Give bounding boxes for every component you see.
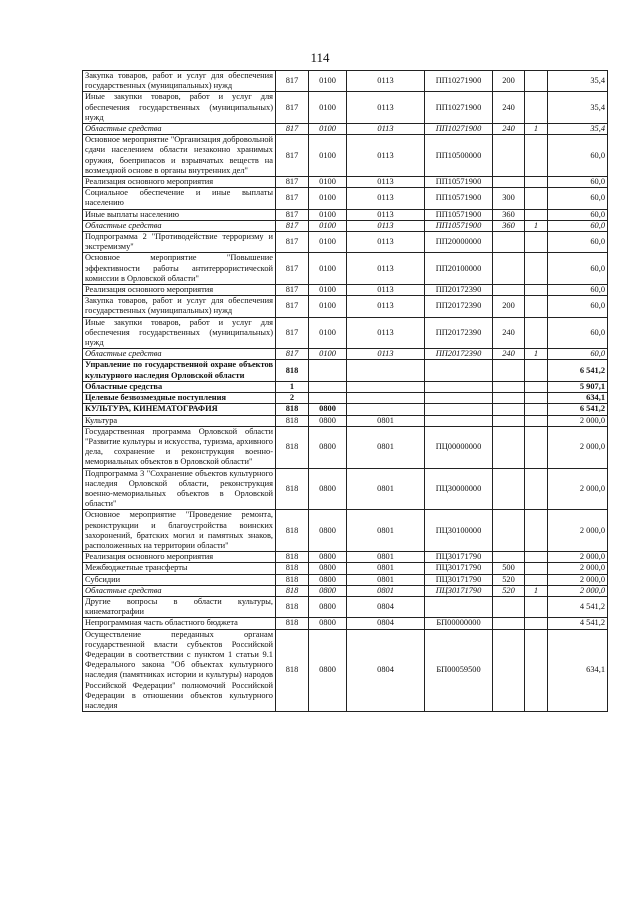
table-row <box>83 209 608 220</box>
cell-name: Социальное обеспечение и иные выплаты населению <box>83 188 276 209</box>
cell-cs: ПЦ30171790 <box>425 552 493 563</box>
cell-rz <box>309 360 347 381</box>
cell-gr: 818 <box>276 563 309 574</box>
cell-cs: ПЦ30171790 <box>425 574 493 585</box>
cell-pr: 0113 <box>347 135 425 177</box>
cell-vr: 360 <box>493 209 525 220</box>
cell-pr: 0804 <box>347 618 425 629</box>
cell-cs: ПП20172390 <box>425 349 493 360</box>
cell-pr: 0801 <box>347 510 425 552</box>
cell-pr: 0801 <box>347 585 425 596</box>
cell-gr: 818 <box>276 574 309 585</box>
cell-rz: 0800 <box>309 468 347 510</box>
cell-vr <box>493 393 525 404</box>
cell-sum: 60,0 <box>548 349 608 360</box>
table-row <box>83 220 608 231</box>
cell-name: Реализация основного мероприятия <box>83 177 276 188</box>
cell-name: Основное мероприятие "Повышение эффективности работы антитеррористической комиссии в Орловской области" <box>83 253 276 285</box>
cell-sum: 4 541,2 <box>548 596 608 617</box>
cell-gr: 818 <box>276 510 309 552</box>
page-number: 114 <box>310 50 330 65</box>
cell-name: Основное мероприятие "Организация добровольной сдачи населением области незаконно хранимых оружия, боеприпасов и взрывчатых веществ на возмездной основе в органы внутренних дел" <box>83 135 276 177</box>
cell-cs: ПП20172390 <box>425 317 493 349</box>
cell-src <box>525 596 548 617</box>
cell-cs <box>425 596 493 617</box>
cell-pr: 0801 <box>347 574 425 585</box>
cell-gr: 818 <box>276 585 309 596</box>
table-row <box>83 296 608 317</box>
cell-cs <box>425 393 493 404</box>
cell-sum: 60,0 <box>548 188 608 209</box>
cell-sum: 60,0 <box>548 285 608 296</box>
cell-pr: 0113 <box>347 188 425 209</box>
cell-src <box>525 285 548 296</box>
cell-vr <box>493 232 525 253</box>
cell-rz: 0800 <box>309 415 347 426</box>
cell-pr: 0113 <box>347 349 425 360</box>
cell-sum: 2 000,0 <box>548 426 608 468</box>
cell-gr: 817 <box>276 317 309 349</box>
cell-src: 1 <box>525 349 548 360</box>
cell-cs: ПЦ30171790 <box>425 585 493 596</box>
cell-gr: 817 <box>276 135 309 177</box>
cell-cs: ПП10571900 <box>425 177 493 188</box>
cell-name: Реализация основного мероприятия <box>83 285 276 296</box>
cell-gr: 818 <box>276 468 309 510</box>
cell-pr <box>347 393 425 404</box>
cell-gr: 817 <box>276 71 309 92</box>
cell-src <box>525 404 548 415</box>
cell-pr: 0113 <box>347 296 425 317</box>
cell-gr: 818 <box>276 629 309 712</box>
cell-name: Целевые безвозмездные поступления <box>83 393 276 404</box>
cell-pr: 0801 <box>347 552 425 563</box>
cell-src <box>525 415 548 426</box>
cell-pr: 0113 <box>347 317 425 349</box>
cell-vr: 300 <box>493 188 525 209</box>
table-row <box>83 360 608 381</box>
cell-gr: 2 <box>276 393 309 404</box>
cell-sum: 60,0 <box>548 209 608 220</box>
cell-cs: ПЦ30000000 <box>425 468 493 510</box>
cell-pr: 0113 <box>347 220 425 231</box>
cell-gr: 817 <box>276 92 309 124</box>
table-row <box>83 552 608 563</box>
cell-vr <box>493 468 525 510</box>
cell-cs: ПП20172390 <box>425 285 493 296</box>
cell-rz: 0100 <box>309 285 347 296</box>
cell-rz <box>309 393 347 404</box>
cell-rz: 0800 <box>309 426 347 468</box>
cell-cs: ПП10571900 <box>425 188 493 209</box>
cell-cs: ПП10271900 <box>425 92 493 124</box>
cell-pr: 0801 <box>347 468 425 510</box>
cell-name: Непрограммная часть областного бюджета <box>83 618 276 629</box>
cell-cs: БП00000000 <box>425 618 493 629</box>
cell-rz: 0800 <box>309 552 347 563</box>
cell-vr <box>493 177 525 188</box>
cell-src: 1 <box>525 220 548 231</box>
table-row <box>83 426 608 468</box>
cell-pr: 0801 <box>347 426 425 468</box>
table-row <box>83 232 608 253</box>
cell-pr: 0804 <box>347 629 425 712</box>
cell-sum: 4 541,2 <box>548 618 608 629</box>
cell-rz: 0800 <box>309 629 347 712</box>
cell-src <box>525 552 548 563</box>
cell-src: 1 <box>525 124 548 135</box>
cell-name: Иные закупки товаров, работ и услуг для обеспечения государственных (муниципальных) нужд <box>83 317 276 349</box>
cell-src <box>525 629 548 712</box>
cell-cs: БП00059500 <box>425 629 493 712</box>
table-row <box>83 404 608 415</box>
table-row <box>83 585 608 596</box>
table-row <box>83 71 608 92</box>
table-row <box>83 135 608 177</box>
cell-name: Реализация основного мероприятия <box>83 552 276 563</box>
cell-vr <box>493 135 525 177</box>
cell-rz: 0100 <box>309 135 347 177</box>
cell-cs: ПЦ00000000 <box>425 426 493 468</box>
cell-vr <box>493 426 525 468</box>
cell-src <box>525 381 548 392</box>
cell-cs: ПП20100000 <box>425 253 493 285</box>
cell-sum: 6 541,2 <box>548 360 608 381</box>
cell-gr: 817 <box>276 220 309 231</box>
cell-gr: 818 <box>276 415 309 426</box>
cell-src <box>525 393 548 404</box>
cell-name: Культура <box>83 415 276 426</box>
cell-rz: 0100 <box>309 92 347 124</box>
cell-vr: 240 <box>493 124 525 135</box>
cell-src <box>525 468 548 510</box>
cell-sum: 2 000,0 <box>548 415 608 426</box>
cell-name: Государственная программа Орловской области "Развитие культуры и искусства, туризма, архивного дела, сохранение и реконструкция военно-мемориальных объектов в Орловской области" <box>83 426 276 468</box>
cell-sum: 2 000,0 <box>548 552 608 563</box>
cell-cs: ПП20000000 <box>425 232 493 253</box>
cell-name: Областные средства <box>83 349 276 360</box>
cell-src <box>525 360 548 381</box>
cell-src <box>525 317 548 349</box>
cell-src <box>525 253 548 285</box>
cell-vr <box>493 360 525 381</box>
cell-name: Областные средства <box>83 585 276 596</box>
cell-pr: 0113 <box>347 92 425 124</box>
cell-vr: 500 <box>493 563 525 574</box>
cell-rz: 0800 <box>309 574 347 585</box>
cell-pr: 0801 <box>347 563 425 574</box>
cell-vr <box>493 381 525 392</box>
cell-vr: 520 <box>493 574 525 585</box>
cell-rz: 0800 <box>309 563 347 574</box>
cell-rz: 0100 <box>309 232 347 253</box>
table-row <box>83 285 608 296</box>
cell-src <box>525 177 548 188</box>
cell-gr: 817 <box>276 177 309 188</box>
cell-gr: 818 <box>276 360 309 381</box>
cell-pr: 0801 <box>347 415 425 426</box>
cell-vr <box>493 510 525 552</box>
cell-rz: 0100 <box>309 188 347 209</box>
cell-gr: 818 <box>276 552 309 563</box>
cell-sum: 35,4 <box>548 71 608 92</box>
cell-gr: 818 <box>276 618 309 629</box>
cell-cs <box>425 404 493 415</box>
table-row <box>83 188 608 209</box>
table-body <box>83 71 608 712</box>
cell-name: Основное мероприятие "Проведение ремонта, реконструкции и благоустройства воинских захоронений, братских могил и памятных знаков, расположенных на территории области" <box>83 510 276 552</box>
table-row <box>83 253 608 285</box>
cell-rz: 0800 <box>309 585 347 596</box>
cell-vr <box>493 253 525 285</box>
table-row <box>83 177 608 188</box>
cell-cs <box>425 360 493 381</box>
cell-rz: 0100 <box>309 296 347 317</box>
cell-cs: ПП10571900 <box>425 209 493 220</box>
cell-gr: 817 <box>276 285 309 296</box>
cell-rz: 0100 <box>309 71 347 92</box>
cell-rz: 0100 <box>309 209 347 220</box>
cell-cs: ПП20172390 <box>425 296 493 317</box>
cell-cs: ПЦ30171790 <box>425 563 493 574</box>
cell-gr: 817 <box>276 124 309 135</box>
cell-pr: 0113 <box>347 177 425 188</box>
cell-name: Управление по государственной охране объектов культурного наследия Орловской области <box>83 360 276 381</box>
cell-rz: 0800 <box>309 404 347 415</box>
cell-name: Областные средства <box>83 124 276 135</box>
cell-name: Закупка товаров, работ и услуг для обеспечения государственных (муниципальных) нужд <box>83 296 276 317</box>
cell-rz: 0100 <box>309 177 347 188</box>
cell-sum: 5 907,1 <box>548 381 608 392</box>
cell-src <box>525 574 548 585</box>
cell-cs: ПП10271900 <box>425 124 493 135</box>
cell-name: Межбюджетные трансферты <box>83 563 276 574</box>
cell-cs: ПП10571900 <box>425 220 493 231</box>
table-row <box>83 393 608 404</box>
cell-src <box>525 510 548 552</box>
cell-sum: 60,0 <box>548 317 608 349</box>
cell-sum: 60,0 <box>548 296 608 317</box>
table-row <box>83 468 608 510</box>
cell-gr: 818 <box>276 426 309 468</box>
cell-rz: 0100 <box>309 349 347 360</box>
cell-sum: 60,0 <box>548 253 608 285</box>
cell-gr: 817 <box>276 253 309 285</box>
cell-src <box>525 209 548 220</box>
cell-sum: 60,0 <box>548 232 608 253</box>
cell-sum: 2 000,0 <box>548 574 608 585</box>
cell-src <box>525 135 548 177</box>
cell-pr: 0113 <box>347 209 425 220</box>
cell-gr: 817 <box>276 209 309 220</box>
cell-src: 1 <box>525 585 548 596</box>
cell-name: КУЛЬТУРА, КИНЕМАТОГРАФИЯ <box>83 404 276 415</box>
cell-name: Закупка товаров, работ и услуг для обеспечения государственных (муниципальных) нужд <box>83 71 276 92</box>
cell-sum: 60,0 <box>548 220 608 231</box>
cell-name: Субсидии <box>83 574 276 585</box>
cell-pr <box>347 360 425 381</box>
table-row <box>83 574 608 585</box>
cell-cs <box>425 381 493 392</box>
cell-rz: 0800 <box>309 510 347 552</box>
cell-sum: 2 000,0 <box>548 468 608 510</box>
cell-rz <box>309 381 347 392</box>
cell-name: Осуществление переданных органам государственной власти субъектов Российской Федерации в соответствии с пунктом 1 статьи 9.1 Федерального закона "Об объектах культурного наследия (памятниках истории и культуры) народов Российской Федерации" полномочий Российской Федерации в отношении объектов культурного наследия <box>83 629 276 712</box>
cell-vr <box>493 629 525 712</box>
table-row <box>83 510 608 552</box>
cell-pr <box>347 381 425 392</box>
cell-pr: 0113 <box>347 253 425 285</box>
cell-gr: 817 <box>276 296 309 317</box>
cell-pr: 0113 <box>347 285 425 296</box>
cell-vr: 240 <box>493 317 525 349</box>
cell-vr: 360 <box>493 220 525 231</box>
cell-sum: 35,4 <box>548 124 608 135</box>
cell-vr: 200 <box>493 71 525 92</box>
cell-name: Иные закупки товаров, работ и услуг для обеспечения государственных (муниципальных) нужд <box>83 92 276 124</box>
table-row <box>83 563 608 574</box>
cell-pr: 0804 <box>347 596 425 617</box>
cell-vr <box>493 618 525 629</box>
cell-gr: 1 <box>276 381 309 392</box>
cell-rz: 0100 <box>309 253 347 285</box>
cell-gr: 818 <box>276 596 309 617</box>
cell-pr: 0113 <box>347 124 425 135</box>
cell-sum: 2 000,0 <box>548 585 608 596</box>
cell-cs <box>425 415 493 426</box>
cell-name: Иные выплаты населению <box>83 209 276 220</box>
cell-src <box>525 426 548 468</box>
cell-sum: 634,1 <box>548 393 608 404</box>
table-row <box>83 124 608 135</box>
cell-src <box>525 296 548 317</box>
cell-sum: 35,4 <box>548 92 608 124</box>
cell-vr: 240 <box>493 92 525 124</box>
cell-vr <box>493 596 525 617</box>
table-row <box>83 92 608 124</box>
table-row <box>83 618 608 629</box>
cell-name: Подпрограмма 3 "Сохранение объектов культурного наследия Орловской области, реконструкция военно-мемориальных объектов в Орловской области" <box>83 468 276 510</box>
cell-rz: 0100 <box>309 220 347 231</box>
cell-src <box>525 232 548 253</box>
budget-table <box>82 70 608 712</box>
cell-src <box>525 92 548 124</box>
cell-vr <box>493 552 525 563</box>
cell-rz: 0800 <box>309 618 347 629</box>
cell-rz: 0100 <box>309 317 347 349</box>
cell-src <box>525 188 548 209</box>
cell-rz: 0800 <box>309 596 347 617</box>
cell-sum: 6 541,2 <box>548 404 608 415</box>
cell-sum: 2 000,0 <box>548 563 608 574</box>
table-row <box>83 596 608 617</box>
cell-sum: 60,0 <box>548 135 608 177</box>
cell-pr: 0113 <box>347 232 425 253</box>
cell-name: Областные средства <box>83 381 276 392</box>
cell-name: Другие вопросы в области культуры, кинематографии <box>83 596 276 617</box>
cell-gr: 818 <box>276 404 309 415</box>
cell-vr: 200 <box>493 296 525 317</box>
cell-pr <box>347 404 425 415</box>
cell-cs: ПП10271900 <box>425 71 493 92</box>
table-row <box>83 349 608 360</box>
table-row <box>83 415 608 426</box>
cell-vr <box>493 404 525 415</box>
cell-name: Подпрограмма 2 "Противодействие терроризму и экстремизму" <box>83 232 276 253</box>
cell-sum: 60,0 <box>548 177 608 188</box>
cell-gr: 817 <box>276 188 309 209</box>
cell-src <box>525 618 548 629</box>
cell-cs: ПП10500000 <box>425 135 493 177</box>
cell-rz: 0100 <box>309 124 347 135</box>
cell-vr: 240 <box>493 349 525 360</box>
table-row <box>83 629 608 712</box>
table-row <box>83 381 608 392</box>
cell-gr: 817 <box>276 232 309 253</box>
cell-gr: 817 <box>276 349 309 360</box>
cell-vr <box>493 285 525 296</box>
cell-cs: ПЦ30100000 <box>425 510 493 552</box>
cell-sum: 634,1 <box>548 629 608 712</box>
cell-name: Областные средства <box>83 220 276 231</box>
cell-sum: 2 000,0 <box>548 510 608 552</box>
cell-vr <box>493 415 525 426</box>
cell-src <box>525 71 548 92</box>
table-row <box>83 317 608 349</box>
cell-vr: 520 <box>493 585 525 596</box>
cell-src <box>525 563 548 574</box>
cell-pr: 0113 <box>347 71 425 92</box>
